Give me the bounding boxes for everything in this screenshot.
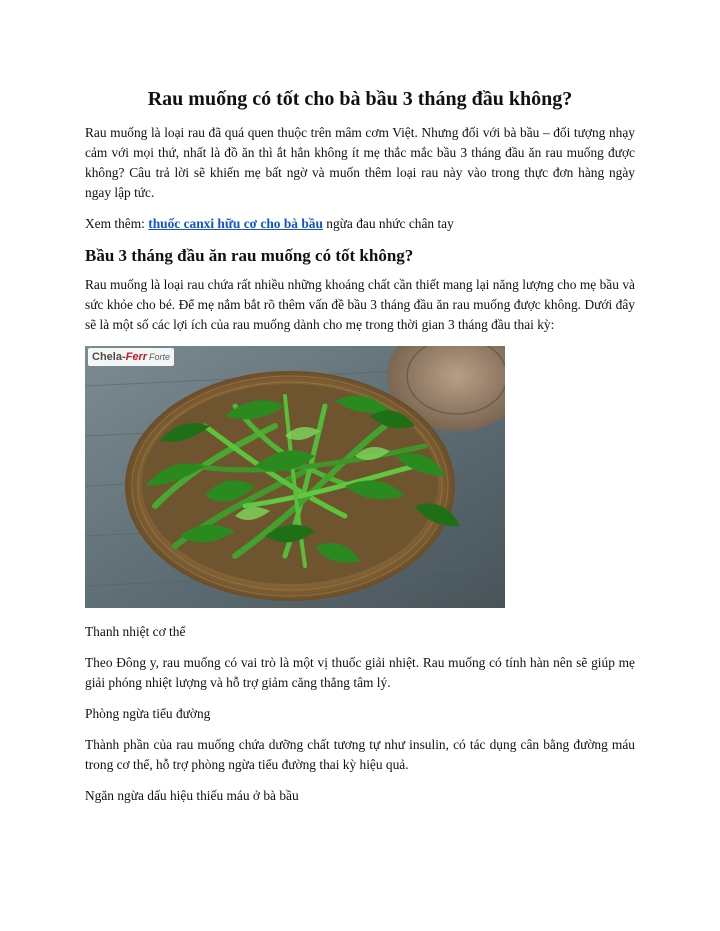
see-also-line	[85, 214, 635, 234]
see-also-link[interactable]: thuốc canxi hữu cơ cho bà bầu	[148, 216, 323, 231]
see-also-suffix: ngừa đau nhức chân tay	[322, 216, 454, 231]
benefit2-title: Phòng ngừa tiểu đường	[85, 706, 211, 721]
water-spinach-illustration	[85, 346, 505, 608]
section-heading: Bầu 3 tháng đầu ăn rau muống có tốt không?	[85, 246, 414, 265]
benefit1-text: Theo Đông y, rau muống có vai trò là một vị thuốc giải nhiệt. Rau muống có tính hàn nên sẽ giúp mẹ giải phóng nhiệt lượng và hỗ trợ giảm căng thẳng tâm lý.	[85, 655, 635, 690]
article-title: Rau muống có tốt cho bà bầu 3 tháng đầu không?	[147, 88, 573, 110]
benefit3-title: Ngăn ngừa dấu hiệu thiếu máu ở bà bầu	[85, 788, 299, 803]
water-spinach-photo	[85, 346, 505, 608]
brand-logo-part2: Ferr	[125, 351, 148, 363]
brand-logo-part1: Chela-	[92, 351, 126, 363]
see-also-prefix: Xem thêm:	[85, 216, 149, 231]
benefit2-text: Thành phần của rau muống chứa dưỡng chất tương tự như insulin, có tác dụng cân bằng đường máu trong cơ thể, hỗ trợ phòng ngừa tiểu đường thai kỳ hiệu quả.	[85, 737, 635, 772]
intro-paragraph: Rau muống là loại rau đã quá quen thuộc trên mâm cơm Việt. Nhưng đối với bà bầu – đối tượng nhạy cảm với mọi thứ, nhất là đồ ăn thì ắt hẳn không ít mẹ thắc mắc bầu 3 tháng đầu ăn rau muống được không? Câu trả lời sẽ khiến mẹ bất ngờ và muốn thêm loại rau này vào trong thực đơn hàng ngày ngay lập tức.	[85, 125, 635, 200]
benefit1-title: Thanh nhiệt cơ thể	[85, 624, 186, 639]
brand-logo	[88, 348, 174, 366]
section-intro-paragraph: Rau muống là loại rau chứa rất nhiều những khoáng chất cần thiết mang lại năng lượng cho mẹ bầu và sức khỏe cho bé. Để mẹ nắm bắt rõ thêm vấn đề bầu 3 tháng đầu ăn rau muống được không. Dưới đây sẽ là một số các lợi ích của rau muống dành cho mẹ trong thời gian 3 tháng đầu thai kỳ:	[85, 277, 635, 332]
brand-logo-part3: Forte	[149, 352, 171, 362]
article-body	[85, 86, 635, 817]
